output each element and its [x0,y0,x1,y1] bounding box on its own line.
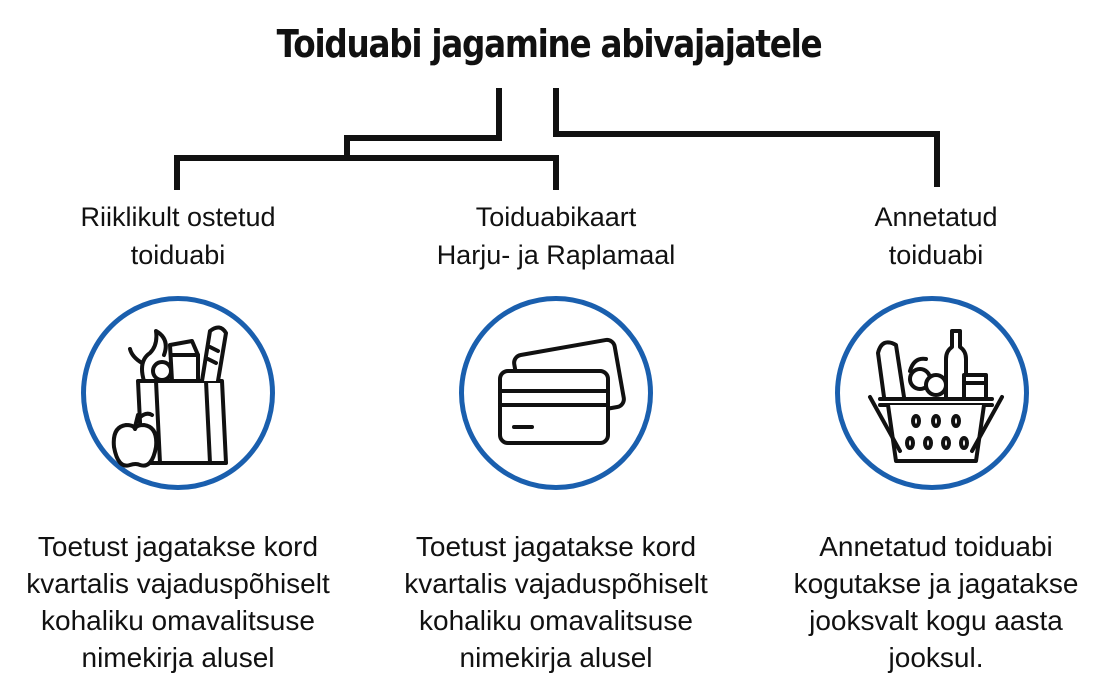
label-line: Harju- ja Raplamaal [436,240,676,270]
column-label [376,198,736,274]
connector-left-branch [177,88,499,190]
description-line: Toetust jagatakse kord [37,531,319,562]
description-line: nimekirja alusel [81,642,275,673]
column-description [756,528,1098,676]
description-line: Annetatud toiduabi [819,531,1053,562]
diagram-title: Toiduabi jagamine abivajajatele [276,22,822,66]
label-line: toiduabi [130,240,226,270]
label-line: toiduabi [888,240,984,270]
description-line: Toetust jagatakse kord [415,531,697,562]
column-description [0,528,358,676]
description-line: jooksvalt kogu aasta [809,605,1063,636]
payment-card-icon [464,301,648,485]
description-line: kvartalis vajaduspõhiselt [404,568,708,599]
label-line: Toiduabikaart [475,202,637,232]
icon-badge [81,296,275,490]
connector-right-branch [556,88,937,187]
description-line: kogutakse ja jagatakse [793,568,1079,599]
icon-badge [459,296,653,490]
description-line: kohaliku omavalitsuse [41,605,315,636]
column-description [376,528,736,676]
connector-middle-branch [347,158,556,190]
column-label [0,198,358,274]
description-line: kvartalis vajaduspõhiselt [26,568,330,599]
description-line: kohaliku omavalitsuse [419,605,693,636]
description-line: jooksul. [888,642,984,673]
grocery-bag-icon [86,301,270,485]
label-line: Riiklikult ostetud [80,202,276,232]
column-label [756,198,1098,274]
description-line: nimekirja alusel [459,642,653,673]
icon-badge [835,296,1029,490]
label-line: Annetatud [874,202,998,232]
food-basket-icon [840,301,1024,485]
